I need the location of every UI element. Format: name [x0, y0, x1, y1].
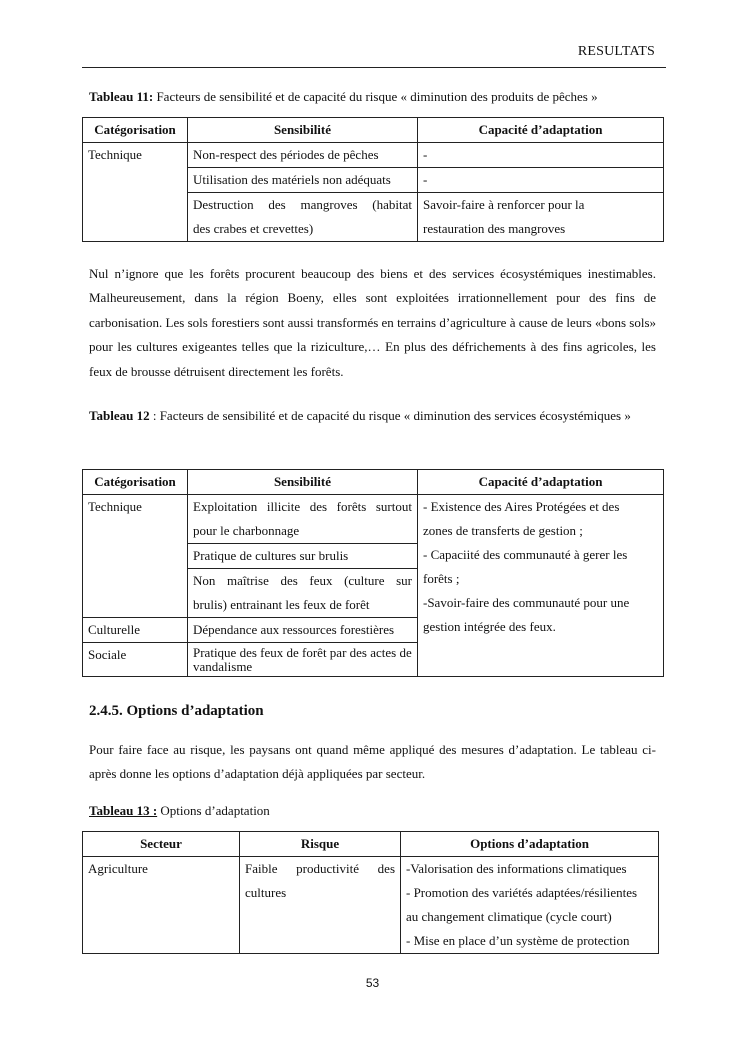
section-heading: 2.4.5. Options d’adaptation: [89, 703, 264, 719]
cell-line: cultures: [245, 885, 287, 900]
cell-line: Faible productivité des: [245, 861, 395, 876]
table11: [82, 117, 664, 242]
table12-sensibilite-cell: [188, 569, 418, 618]
table13-caption-label: Tableau 13 :: [89, 803, 158, 818]
cell-line: pour le charbonnage: [193, 523, 300, 538]
table12-sensibilite-cell: Dépendance aux ressources forestières: [188, 618, 418, 643]
table-row: [83, 857, 659, 954]
table11-header-categorisation: Catégorisation: [83, 118, 188, 143]
cell-line: Non maîtrise des feux (culture sur: [193, 573, 412, 588]
cell-line: Exploitation illicite des forêts surtout: [193, 499, 412, 514]
table11-header-capacite: Capacité d’adaptation: [418, 118, 664, 143]
cell-line: - Capaciité des communauté à gerer les: [423, 547, 628, 562]
table12-sensibilite-cell: [188, 495, 418, 544]
page-number: 53: [365, 976, 380, 990]
table13-caption-text: Options d’adaptation: [157, 803, 270, 818]
table11-caption: [89, 85, 598, 109]
table13-secteur-cell: Agriculture: [83, 857, 240, 954]
table12-caption: [89, 404, 656, 428]
table13-header-row: [83, 832, 659, 857]
table12-capacite-cell: [418, 495, 664, 677]
table12-caption-text: : Facteurs de sensibilité et de capacité du risque « diminution des services écosystémiques »: [149, 408, 631, 423]
table-row: [83, 143, 664, 168]
cell-line: au changement climatique (cycle court): [406, 909, 612, 924]
body-paragraph: Nul n’ignore que les forêts procurent beaucoup des biens et des services écosystémiques inestimables. Malheureusement, dans la région Boeny, elles sont exploitées irrationnellement pour des fins de carbonisation. Les sols forestiers sont aussi transformés en terrains d’agriculture à cause de leurs «bons sols» pour les cultures exigeantes telles que la riziculture,… En plus des défrichements à des fins agricoles, les feux de brousse détruisent directement les forêts.: [89, 266, 656, 379]
table13: [82, 831, 659, 954]
table12-header-row: [83, 470, 664, 495]
table11-category-technique: Technique: [83, 143, 188, 242]
cell-line: Savoir-faire à renforcer pour la: [423, 197, 585, 212]
table11-header-row: [83, 118, 664, 143]
table11-capacite-cell: -: [418, 168, 664, 193]
cell-line: -Valorisation des informations climatiques: [406, 861, 627, 876]
table12: [82, 469, 664, 677]
table12-category-sociale: Sociale: [83, 643, 188, 677]
cell-line: zones de transferts de gestion ;: [423, 523, 583, 538]
table13-risque-cell: [240, 857, 401, 954]
table12-category-technique: Technique: [83, 495, 188, 618]
table12-header-sensibilite: Sensibilité: [188, 470, 418, 495]
body-paragraph: Pour faire face au risque, les paysans ont quand même appliqué des mesures d’adaptation. Le tableau ci-après donne les options d’adaptation déjà appliquées par secteur.: [89, 742, 656, 782]
table11-sensibilite-cell: Non-respect des périodes de pêches: [188, 143, 418, 168]
table11-sensibilite-cell: Utilisation des matériels non adéquats: [188, 168, 418, 193]
cell-line: gestion intégrée des feux.: [423, 619, 556, 634]
table11-header-sensibilite: Sensibilité: [188, 118, 418, 143]
running-header: RESULTATS: [577, 44, 655, 59]
table11-caption-text: Facteurs de sensibilité et de capacité du risque « diminution des produits de pêches »: [153, 89, 598, 104]
table12-sensibilite-cell: Pratique des feux de forêt par des actes de vandalisme: [188, 643, 418, 677]
cell-line: - Promotion des variétés adaptées/résilientes: [406, 885, 638, 900]
table13-header-options: Options d’adaptation: [401, 832, 659, 857]
header-rule: [82, 67, 666, 68]
cell-line: Destruction des mangroves (habitat: [193, 197, 412, 212]
table12-category-culturelle: Culturelle: [83, 618, 188, 643]
table12-header-categorisation: Catégorisation: [83, 470, 188, 495]
cell-line: des crabes et crevettes): [193, 221, 314, 236]
table11-sensibilite-cell: [188, 193, 418, 242]
table12-caption-label: Tableau 12: [89, 408, 150, 423]
cell-line: - Mise en place d’un système de protection: [406, 933, 630, 948]
cell-line: brulis) entrainant les feux de forêt: [193, 597, 370, 612]
table13-header-secteur: Secteur: [83, 832, 240, 857]
table11-capacite-cell: [418, 193, 664, 242]
table12-header-capacite: Capacité d’adaptation: [418, 470, 664, 495]
table13-options-cell: [401, 857, 659, 954]
cell-line: restauration des mangroves: [423, 221, 566, 236]
table11-capacite-cell: -: [418, 143, 664, 168]
cell-line: forêts ;: [423, 571, 460, 586]
table13-header-risque: Risque: [240, 832, 401, 857]
cell-line: - Existence des Aires Protégées et des: [423, 499, 620, 514]
table13-caption: [89, 799, 270, 823]
table12-sensibilite-cell: Pratique de cultures sur brulis: [188, 544, 418, 569]
table-row: [83, 495, 664, 544]
table11-caption-label: Tableau 11:: [89, 89, 154, 104]
cell-line: -Savoir-faire des communauté pour une: [423, 595, 630, 610]
